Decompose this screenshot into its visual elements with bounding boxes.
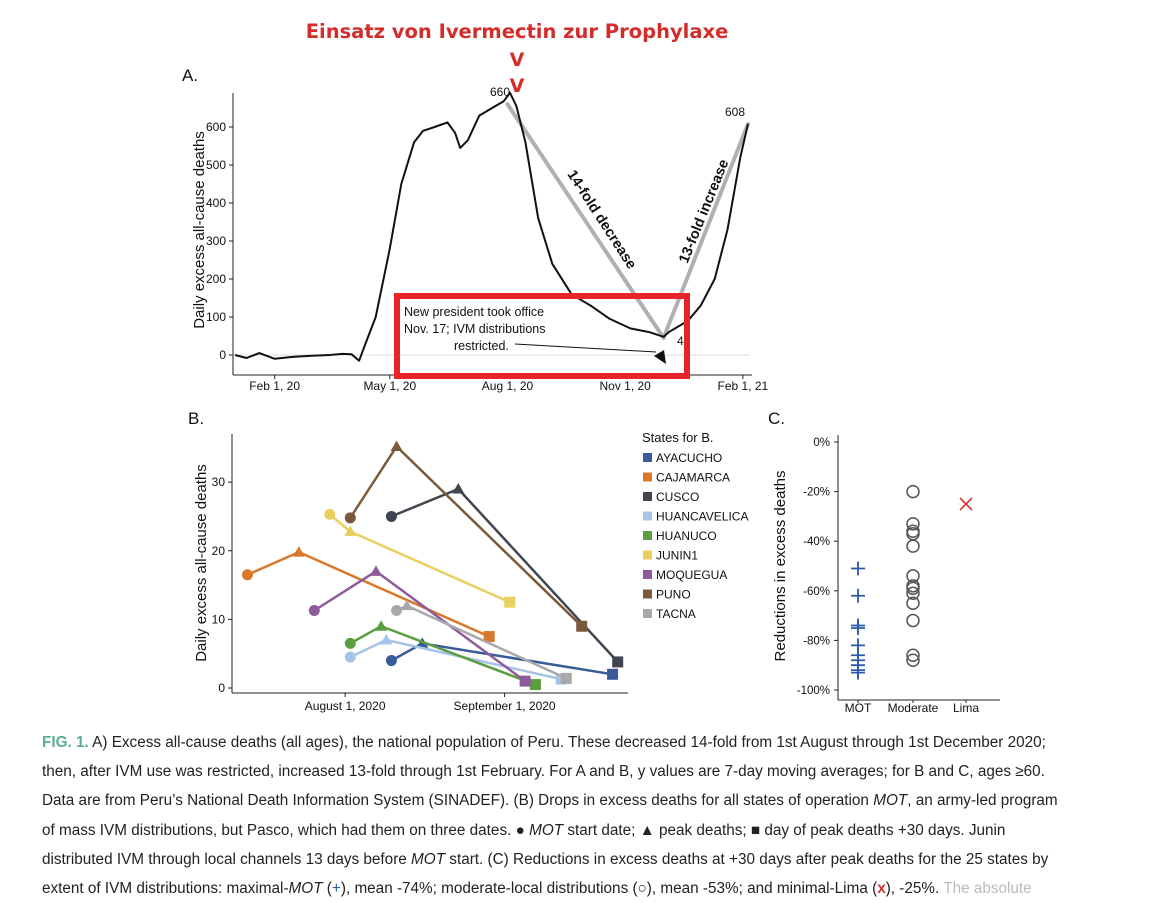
legend-swatch xyxy=(643,531,652,540)
series-line-puno xyxy=(350,447,581,627)
y-tick-label: 300 xyxy=(205,234,226,248)
banner-arrow-glyph: V xyxy=(509,49,525,71)
legend-swatch xyxy=(643,492,652,501)
series-line-cajamarca xyxy=(247,552,489,636)
y-tick-label: 10 xyxy=(211,612,225,627)
mot-point-marker xyxy=(851,589,865,603)
panel-label: A. xyxy=(182,66,199,85)
x-tick-label: Lima xyxy=(952,701,980,715)
peak-value-label: 660 xyxy=(490,85,511,99)
peak-plus-30-marker xyxy=(607,669,618,680)
y-tick-label: 400 xyxy=(205,196,226,210)
trend-line xyxy=(664,124,748,338)
x-tick-label: Moderate xyxy=(887,701,939,715)
annotation-text: New president took office xyxy=(404,305,545,319)
y-axis-label: Reductions in excess deaths xyxy=(772,470,789,662)
y-axis-label: Daily excess all-cause deaths xyxy=(193,464,210,662)
mot-start-marker xyxy=(345,512,356,523)
y-tick-label: 200 xyxy=(205,272,226,286)
y-tick-label: 20 xyxy=(211,543,225,558)
x-tick-label: September 1, 2020 xyxy=(453,699,556,713)
x-tick-label: Feb 1, 21 xyxy=(717,379,769,393)
caption-line: then, after IVM use was restricted, increased 13-fold through 1st February. For A and B, y values are 7-day moving averages; for B and C, ages ≥60. xyxy=(42,763,1045,781)
caption-fig-label: FIG. 1. xyxy=(42,734,89,751)
x-tick-label: May 1, 20 xyxy=(363,379,417,393)
trough-value-label: 4 xyxy=(677,334,684,348)
legend-swatch xyxy=(643,512,652,521)
series-line-huanuco xyxy=(350,626,535,684)
annotation-text: restricted. xyxy=(454,339,509,353)
legend-entry: HUANCAVELICA xyxy=(656,509,749,524)
annotation-arrow-shaft xyxy=(515,344,656,352)
panel-label: B. xyxy=(188,409,205,428)
peak-plus-30-marker xyxy=(576,621,587,632)
x-tick-label: Aug 1, 20 xyxy=(481,379,534,393)
y-axis-label: Daily excess all-cause deaths xyxy=(191,131,208,329)
legend-entry: CAJAMARCA xyxy=(656,470,731,485)
caption-line: FIG. 1. A) Excess all-cause deaths (all ages), the national population of Peru. These decreased 14-fold from 1st August through 1st December 2020; xyxy=(42,734,1046,751)
mot-point-marker xyxy=(851,666,865,680)
y-tick-label: -60% xyxy=(803,585,830,598)
y-tick-label: 500 xyxy=(205,158,226,172)
mot-start-marker xyxy=(324,509,335,520)
y-tick-label: -20% xyxy=(803,486,830,499)
x-tick-label: Feb 1, 20 xyxy=(249,379,301,393)
legend-entry: PUNO xyxy=(656,587,691,602)
legend-entry: AYACUCHO xyxy=(656,451,723,465)
peak-plus-30-marker xyxy=(520,676,531,687)
legend-swatch xyxy=(643,453,652,462)
mot-start-marker xyxy=(345,652,356,663)
legend-swatch xyxy=(643,590,652,599)
peak-plus-30-marker xyxy=(612,656,623,667)
peak-marker xyxy=(370,565,382,576)
banner-arrow-glyph: V xyxy=(509,75,525,97)
trend-label: 13-fold increase xyxy=(676,157,733,266)
x-tick-label: August 1, 2020 xyxy=(304,699,386,713)
mot-start-marker xyxy=(391,605,402,616)
legend-swatch xyxy=(643,473,652,482)
mot-start-marker xyxy=(386,655,397,666)
series-line-junin1 xyxy=(330,514,510,602)
legend-entry: MOQUEGUA xyxy=(656,568,728,582)
end-value-label: 608 xyxy=(725,105,746,119)
moderate-point-marker xyxy=(907,615,919,627)
y-tick-label: 600 xyxy=(205,120,226,134)
x-tick-label: Nov 1, 20 xyxy=(599,379,651,393)
mot-point-marker xyxy=(851,621,865,635)
y-tick-label: 0 xyxy=(219,348,226,362)
y-tick-label: 30 xyxy=(211,475,225,490)
peak-marker xyxy=(380,634,392,645)
y-tick-label: 0% xyxy=(813,437,830,449)
y-tick-label: 0 xyxy=(218,681,225,695)
legend-swatch xyxy=(643,570,652,579)
lima-point-marker xyxy=(960,498,972,510)
legend-entry: JUNIN1 xyxy=(656,548,699,563)
legend-swatch xyxy=(643,609,652,618)
y-tick-label: -80% xyxy=(803,635,830,648)
moderate-point-marker xyxy=(907,540,919,552)
caption-line: of mass IVM distributions, but Pasco, which had them on three dates. ● MOT start date; ▲ peak deaths; ■ day of peak deaths +30 days. Junin xyxy=(42,821,1006,839)
moderate-point-marker xyxy=(907,486,919,498)
y-tick-label: 100 xyxy=(205,310,226,324)
legend-swatch xyxy=(643,551,652,560)
peak-marker xyxy=(452,483,464,494)
figure-caption xyxy=(42,728,1142,903)
legend-entry: CUSCO xyxy=(656,490,700,504)
x-tick-label: MOT xyxy=(844,701,872,715)
peak-marker xyxy=(375,620,387,631)
peak-marker xyxy=(391,440,403,451)
legend-entry: TACNA xyxy=(656,607,696,621)
legend-entry: HUANUCO xyxy=(656,529,717,543)
peak-plus-30-marker xyxy=(530,679,541,690)
caption-line: Data are from Peru’s National Death Information System (SINADEF). (B) Drops in excess deaths for all states of operation MOT, an army-led program xyxy=(42,792,1058,810)
caption-line: distributed IVM through local channels 13 days before MOT start. (C) Reductions in excess deaths at +30 days after peak deaths for the 25 states by xyxy=(42,850,1049,868)
peak-marker xyxy=(293,546,305,557)
annotation-text: Nov. 17; IVM distributions xyxy=(404,322,546,336)
legend-title: States for B. xyxy=(642,430,714,445)
mot-point-marker xyxy=(851,561,865,575)
peak-plus-30-marker xyxy=(504,597,515,608)
mot-start-marker xyxy=(345,638,356,649)
panel-label: C. xyxy=(768,409,785,428)
x-marker-glyph: x xyxy=(877,880,886,898)
mot-start-marker xyxy=(309,605,320,616)
plus-marker-glyph: + xyxy=(331,880,341,898)
y-tick-label: -100% xyxy=(796,685,830,697)
y-tick-label: -40% xyxy=(803,536,830,549)
mot-start-marker xyxy=(386,511,397,522)
banner-title: Einsatz von Ivermectin zur Prophylaxe xyxy=(305,20,729,43)
series-line-cusco xyxy=(391,489,617,662)
trend-label: 14-fold decrease xyxy=(563,167,640,273)
peak-plus-30-marker xyxy=(561,673,572,684)
caption-line: extent of IVM distributions: maximal-MOT (+), mean -74%; moderate-local distributions (○), mean -53%; and minimal-Lima (x), -25%. The absolute xyxy=(42,880,1032,898)
mot-start-marker xyxy=(242,569,253,580)
